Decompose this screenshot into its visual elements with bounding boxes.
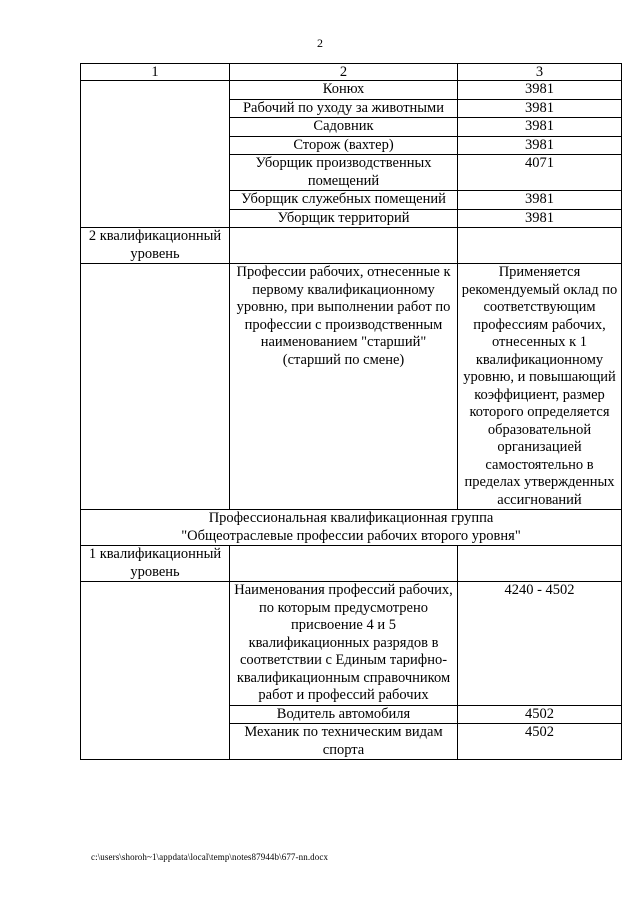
profession-name: Рабочий по уходу за животными xyxy=(230,99,458,118)
table-row xyxy=(81,582,622,706)
salary-table xyxy=(80,63,622,760)
profession-name: Уборщик служебных помещений xyxy=(230,191,458,210)
group-title-line-1: Профессиональная квалификационная группа xyxy=(208,510,494,526)
header-col-3: 3 xyxy=(458,64,622,81)
empty-cell xyxy=(458,546,622,582)
salary-value: 3981 xyxy=(458,81,622,100)
table-header-row xyxy=(81,64,622,81)
group-title xyxy=(81,510,622,546)
profession-name: Водитель автомобиля xyxy=(230,705,458,724)
qualification-level-row xyxy=(81,546,622,582)
qualification-level-label: 1 квалификационный уровень xyxy=(81,546,230,582)
qualification-level-label: 2 квалификационный уровень xyxy=(81,228,230,264)
profession-name: Уборщик производственных помещений xyxy=(230,155,458,191)
group-title-row xyxy=(81,510,622,546)
salary-value: 4240 - 4502 xyxy=(458,582,622,706)
profession-name: Сторож (вахтер) xyxy=(230,136,458,155)
profession-name: Конюх xyxy=(230,81,458,100)
profession-name: Наименования профессий рабочих, по которым предусмотрено присвоение 4 и 5 квалификационных разрядов в соответствии с Единым тарифно-квалификационным справочником работ и профессий рабочих xyxy=(230,582,458,706)
empty-level-cell xyxy=(81,264,230,510)
salary-value: 3981 xyxy=(458,99,622,118)
salary-value: 3981 xyxy=(458,136,622,155)
group-title-line-2: "Общеотраслевые профессии рабочих второго уровня" xyxy=(181,527,521,544)
profession-name: Садовник xyxy=(230,118,458,137)
header-col-1: 1 xyxy=(81,64,230,81)
footer-file-path: c:\users\shoroh~1\appdata\local\temp\notes87944b\677-nn.docx xyxy=(91,852,329,862)
empty-cell xyxy=(230,228,458,264)
empty-level-cell xyxy=(81,582,230,760)
salary-note: Применяется рекомендуемый оклад по соответствующим профессиям рабочих, отнесенных к 1 квалификационному уровню, и повышающий коэффициент, размер которого определяется образовательной организацией самостоятельно в пределах утвержденных ассигнований xyxy=(458,264,622,510)
qualification-level-row xyxy=(81,228,622,264)
salary-value: 3981 xyxy=(458,209,622,228)
empty-cell xyxy=(458,228,622,264)
empty-cell xyxy=(230,546,458,582)
header-col-2: 2 xyxy=(230,64,458,81)
salary-value: 3981 xyxy=(458,118,622,137)
table-row xyxy=(81,81,622,100)
salary-value: 3981 xyxy=(458,191,622,210)
profession-name: Уборщик территорий xyxy=(230,209,458,228)
profession-name: Механик по техническим видам спорта xyxy=(230,724,458,760)
table-row xyxy=(81,264,622,510)
salary-value: 4502 xyxy=(458,705,622,724)
page-number: 2 xyxy=(317,36,323,50)
salary-value: 4071 xyxy=(458,155,622,191)
salary-value: 4502 xyxy=(458,724,622,760)
profession-name: Профессии рабочих, отнесенные к первому квалификационному уровню, при выполнении работ по профессии с производственным наименованием "старший" (старший по смене) xyxy=(230,264,458,510)
empty-level-cell xyxy=(81,81,230,228)
